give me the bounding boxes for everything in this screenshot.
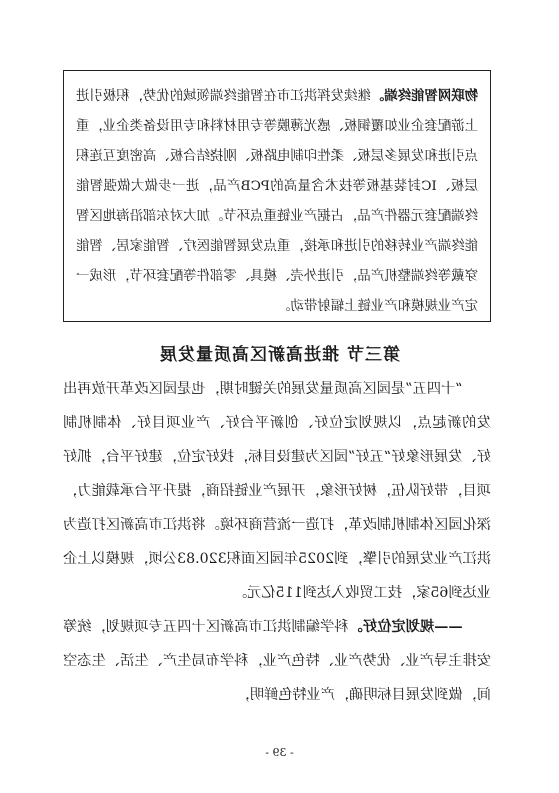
box-lead: 物联网智能终端。 (370, 88, 478, 104)
box-text: 继续发挥洪江市在智能终端领域的优势，积极引进上游配套企业如覆铜板、感光薄膜等专用材料和专用设备类企业，重点引进和发展多层板、柔性印制电路板、刚挠结合板、高密度互连积层板、IC封装基板等技术含量高的PCB产品，进一步做大做强智能终端配套元器件产品，占据产业链重点环节。加大对东部沿海地区智能终端产业转移的引进和承接，重点发展智能医疗、智能家居、智能穿戴等终端整机产品，引进外壳、模具、零部件等配套环节，形成一定产业规模和产业链上辐射带动。 (76, 89, 478, 314)
paragraph-2-lead: ——规划定位好。 (348, 619, 463, 635)
body-text (63, 372, 491, 712)
iot-terminal-box (63, 70, 491, 322)
paragraph-2-text: 科学编制洪江市高新区十四五专项规划，统筹安排主导产业、优势产业、特色产业，科学布局生产、生活、生态空间，做到发展目标明确，产业特色鲜明， (63, 619, 491, 703)
paragraph-1: “十四五”是园区高质量发展的关键时期，也是园区改革开放再出发的新起点，以规划定位好、创新平台好、产业项目好、体制机制好、发展形象好“五好”园区为建设目标，找好定位，建好平台，抓好项目，带好队伍，树好形象，开展产业链招商，提升平台承载能力，深化园区体制机制改革，打造一流营商环境。将洪江市高新区打造为洪江产业发展的引擎，到2025年园区面积320.83公顷，规模以上企业达到65家，技工贸收入达到115亿元。 (63, 381, 491, 601)
paragraph-2 (63, 610, 491, 712)
section-heading: 第三节 推进高新区高质量发展 (159, 345, 400, 365)
page-number: - 39 - (265, 746, 294, 759)
